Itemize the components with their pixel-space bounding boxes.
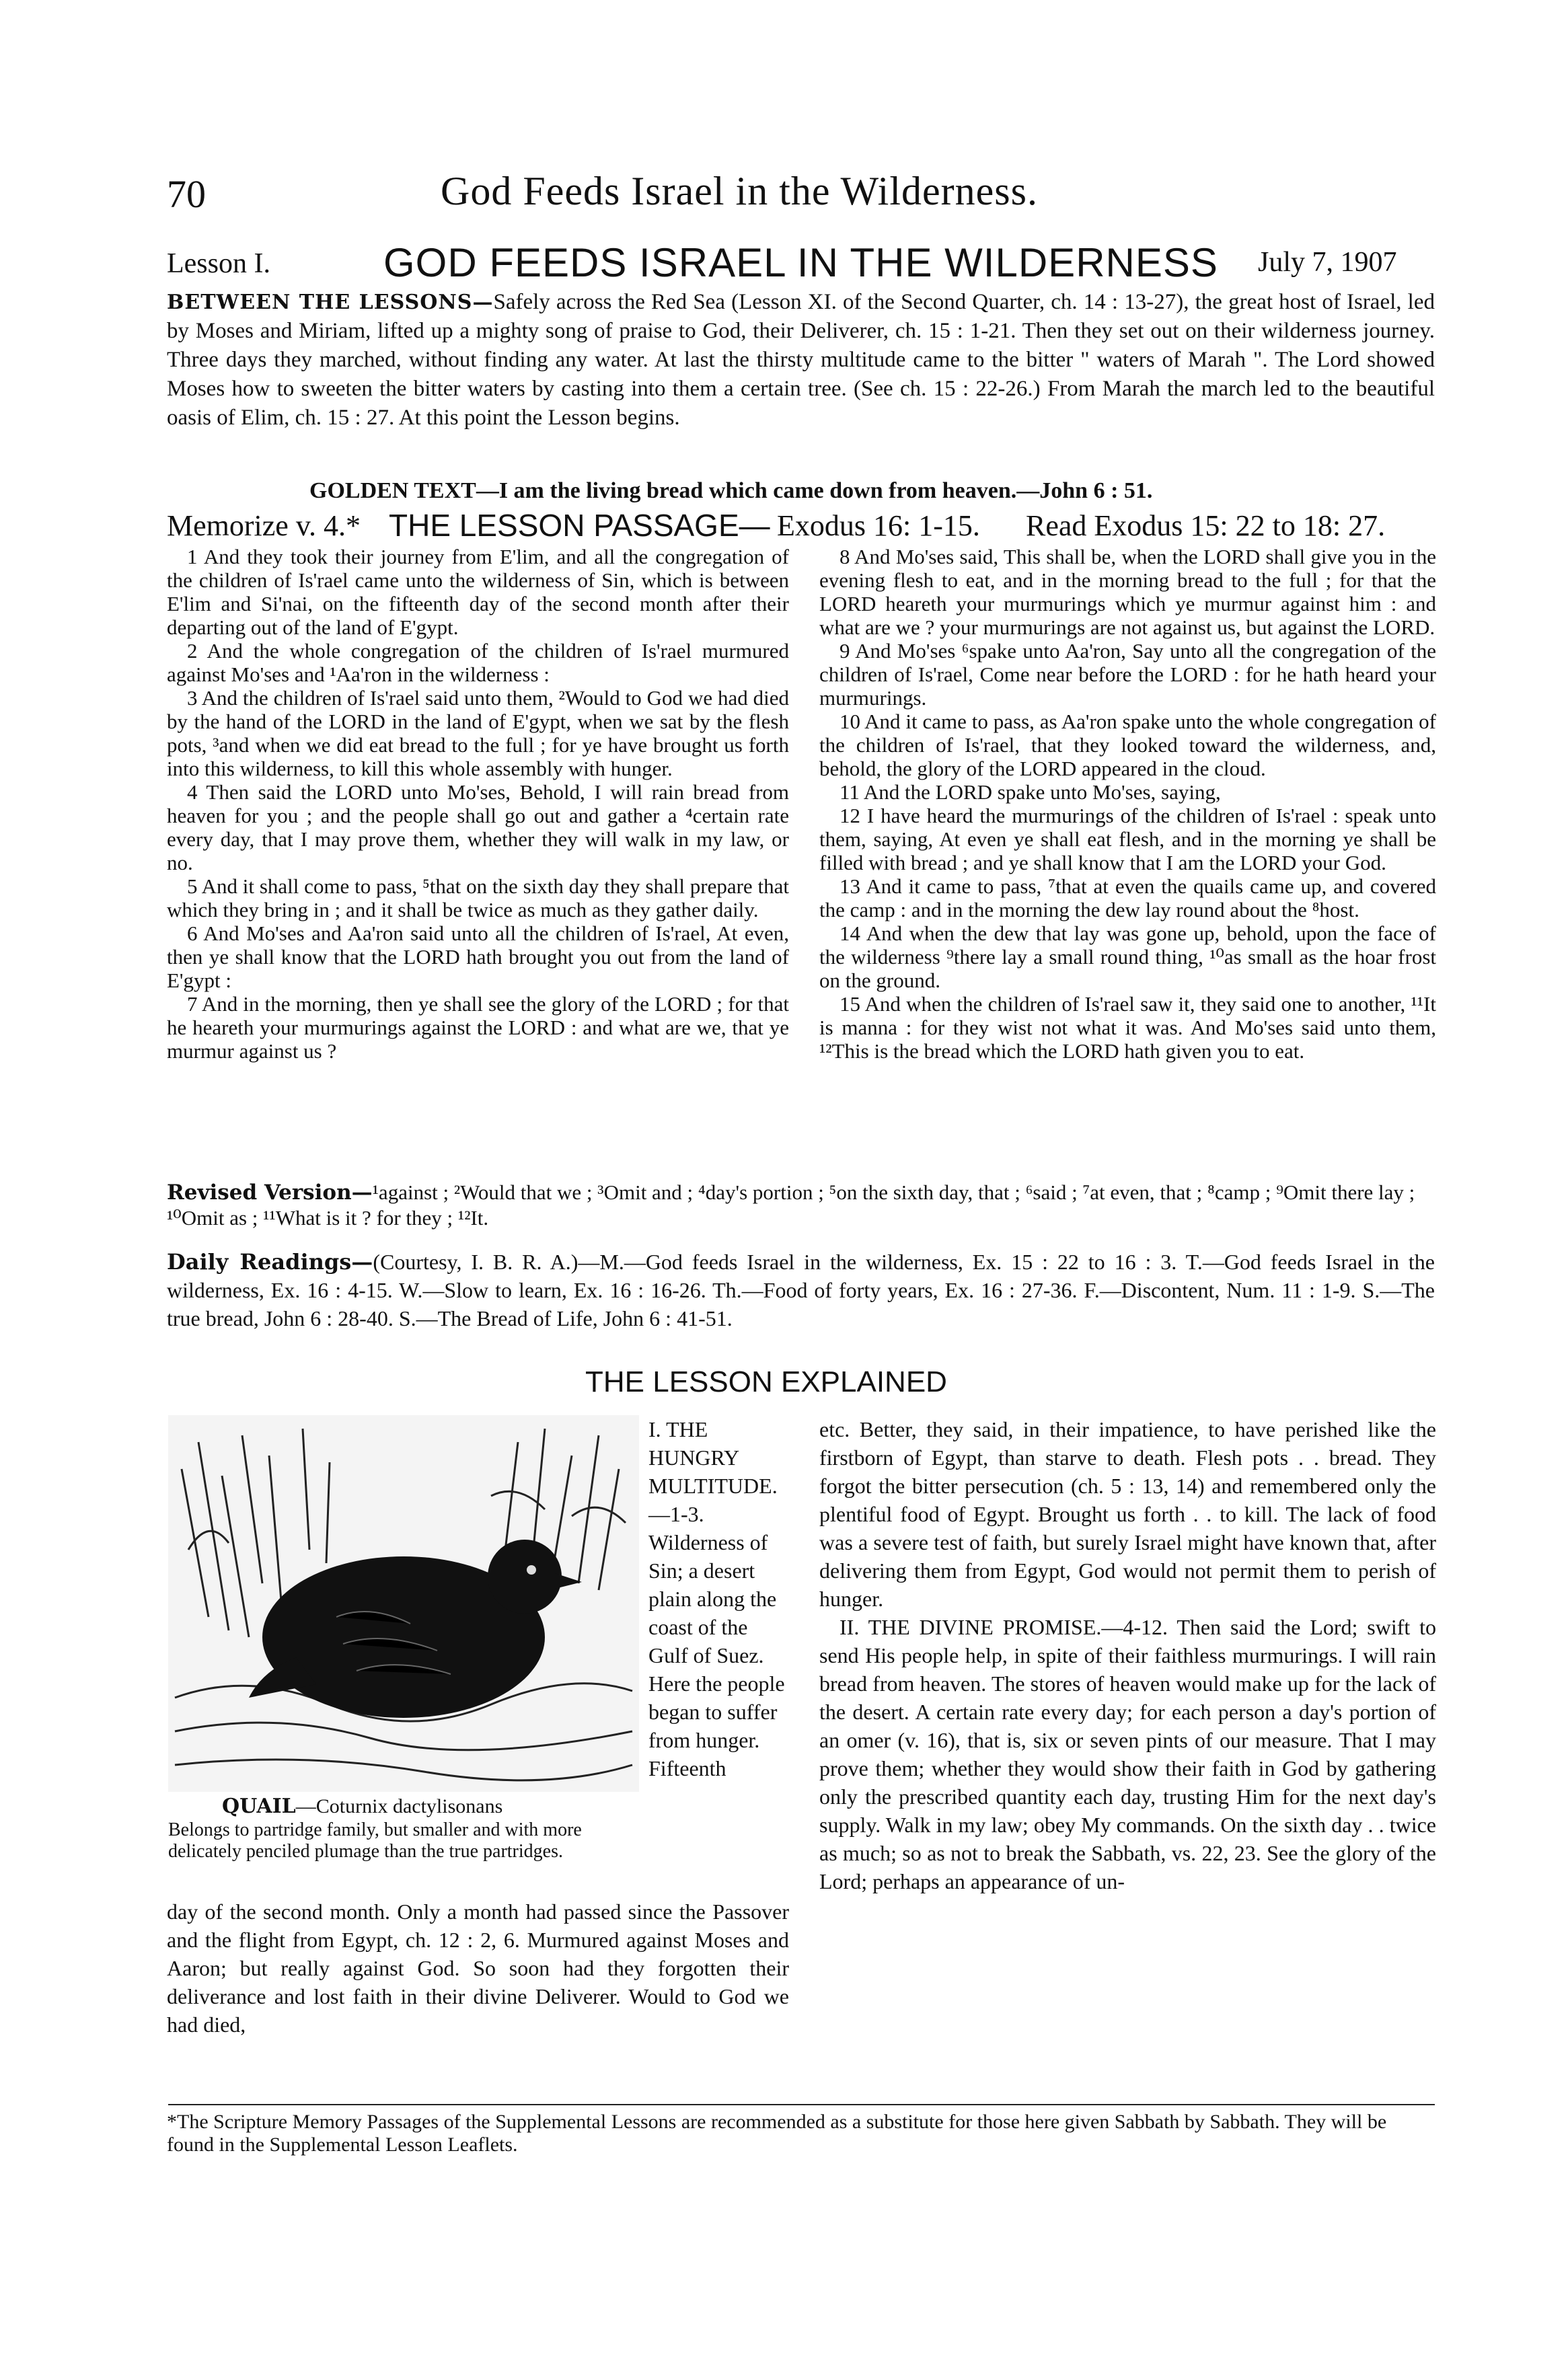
quail-caption-species: —Coturnix dactylisonans <box>295 1795 503 1817</box>
quail-caption <box>222 1795 502 1818</box>
explanation-narrow-column: I. THE HUNGRY MULTITUDE.—1-3. Wilderness of Sin; a desert plain along the coast of the Gulf of Suez. Here the people began to suffer from hunger. Fifteenth <box>648 1417 785 1780</box>
lesson-explained-heading: THE LESSON EXPLAINED <box>585 1365 947 1398</box>
verse: 4 Then said the LORD unto Mo'ses, Behold, I will rain bread from heaven for you ; and the people shall go out and gather a ⁴certain rate every day, that I may prove them, whether they will walk in my law, or no. <box>167 780 789 874</box>
verse: 6 And Mo'ses and Aa'ron said unto all the children of Is'rael, At even, then ye shall know that the LORD hath brought you out from the land of E'gypt : <box>167 921 789 992</box>
revised-version <box>167 1180 1435 1231</box>
footnote-divider <box>168 2104 1435 2105</box>
verse: 10 And it came to pass, as Aa'ron spake unto the whole congregation of the children of Is'rael, that they looked toward the wilderness, and, behold, the glory of the LORD appeared in the cloud. <box>819 710 1436 780</box>
verse: 8 And Mo'ses said, This shall be, when the LORD shall give you in the evening flesh to eat, and in the morning bread to the full ; for that the LORD heareth your murmurings which ye murmur against him : and what are we ? your murmurings are not against us, but against the LORD. <box>819 545 1436 639</box>
quail-caption-title: QUAIL <box>222 1795 296 1818</box>
lesson-number: Lesson I. <box>167 248 270 279</box>
verses-right-column <box>819 545 1436 1063</box>
running-title: God Feeds Israel in the Wilderness. <box>441 169 1038 213</box>
quail-description: Belongs to partridge family, but smaller and with more delicately penciled plumage than the true partridges. <box>168 1819 582 1862</box>
verse: 3 And the children of Is'rael said unto them, ²Would to God we had died by the hand of the LORD in the land of E'gypt, when we sat by the flesh pots, ³and when we did eat bread to the full ; for ye have brought us forth into this wilderness, to kill this whole assembly with hunger. <box>167 686 789 780</box>
verse: 5 And it shall come to pass, ⁵that on the sixth day they shall prepare that which they bring in ; and it shall be twice as much as they gather daily. <box>167 874 789 921</box>
verse: 14 And when the dew that lay was gone up, behold, upon the face of the wilderness ⁹there lay a small round thing, ¹⁰as small as the hoar frost on the ground. <box>819 921 1436 992</box>
passage-read: Read Exodus 15: 22 to 18: 27. <box>1026 509 1386 542</box>
footnote: *The Scripture Memory Passages of the Supplemental Lessons are recommended as a substitute for those here given Sabbath by Sabbath. They will be found in the Supplemental Lesson Leaflets. <box>167 2111 1387 2156</box>
verses-left-column <box>167 545 789 1063</box>
memorize-label: Memorize v. 4.* <box>167 509 361 542</box>
golden-text: GOLDEN TEXT—I am the living bread which came down from heaven.—John 6 : 51. <box>309 478 1153 503</box>
verse: 12 I have heard the murmurings of the children of Is'rael : speak unto them, saying, At even ye shall eat flesh, and in the morning ye shall be filled with bread ; and ye shall know that I am the LORD your God. <box>819 804 1436 874</box>
verse: 13 And it came to pass, ⁷that at even the quails came up, and covered the camp : and in the morning the dew lay round about the ⁸host. <box>819 874 1436 921</box>
explanation-paragraph: II. THE DIVINE PROMISE.—4-12. Then said the Lord; swift to send His people help, in spite of their faithless murmurings. I will rain bread from heaven. The stores of heaven would make up for the lack of the desert. A certain rate every day; for each person a day's portion of an omer (v. 16), that is, six or seven pints of our measure. That I may prove them; whether they would show their faith in God by gathering only the prescribed quantity each day, trusting Him for the next day's supply. Walk in my law; obey My commands. On the sixth day . . twice as much; so as not to break the Sabbath, vs. 22, 23. See the glory of the Lord; perhaps an appearance of un- <box>819 1615 1436 1893</box>
daily-readings <box>167 1248 1435 1332</box>
passage-reference: Exodus 16: 1-15. <box>777 509 980 542</box>
lesson-title: GOD FEEDS ISRAEL IN THE WILDERNESS <box>383 240 1218 285</box>
explanation-left-lower: day of the second month. Only a month had passed since the Passover and the flight from Egypt, ch. 12 : 2, 6. Murmured against Moses and Aaron; but really against God. So soon had they forgotten their deliverance and lost faith in their divine Deliverer. Would to God we had died, <box>167 1899 789 2037</box>
verse: 7 And in the morning, then ye shall see the glory of the LORD ; for that he heareth your murmurings against the LORD : and what are we, that ye murmur against us ? <box>167 992 789 1063</box>
page-number: 70 <box>167 172 206 216</box>
lesson-date: July 7, 1907 <box>1258 247 1397 278</box>
daily-text: (Courtesy, I. B. R. A.)—M.—God feeds Israel in the wilderness, Ex. 15 : 22 to 16 : 3. T.—God feeds Israel in the wilderness, Ex. 16 : 4-15. W.—Slow to learn, Ex. 16 : 16-26. Th.—Food of forty years, Ex. 16 : 27-36. F.—Discontent, Num. 11 : 1-9. S.—The true bread, John 6 : 28-40. S.—The Bread of Life, John 6 : 41-51. <box>167 1250 1435 1330</box>
verse: 2 And the whole congregation of the children of Is'rael murmured against Mo'ses and ¹Aa'ron in the wilderness : <box>167 639 789 686</box>
verse: 11 And the LORD spake unto Mo'ses, saying, <box>839 780 1221 804</box>
verse: 1 And they took their journey from E'lim, and all the congregation of the children of Is'rael came unto the wilderness of Sin, which is between E'lim and Si'nai, on the fifteenth day of the second month after their departing out of the land of E'gypt. <box>167 545 789 639</box>
daily-lead: Daily Readings— <box>167 1249 373 1275</box>
revised-lead: Revised Version— <box>167 1180 373 1205</box>
explanation-paragraph: etc. Better, they said, in their impatience, to have perished like the firstborn of Egypt, than starve to death. Flesh pots . . bread. They forgot the bitter persecution (ch. 5 : 13, 14) and remembered only the plentiful food of Egypt. Brought us forth . . to kill. The lack of food was a severe test of faith, but surely Israel might have known that, after delivering them from Egypt, God would not permit them to perish of hunger. <box>819 1417 1436 1611</box>
quail-illustration <box>168 1415 639 1792</box>
verse: 15 And when the children of Is'rael saw it, they said one to another, ¹¹It is manna : for they wist not what it was. And Mo'ses said unto them, ¹²This is the bread which the LORD hath given you to eat. <box>819 992 1436 1063</box>
passage-title: THE LESSON PASSAGE— <box>389 508 770 543</box>
between-the-lessons <box>167 288 1435 432</box>
revised-text: ¹against ; ²Would that we ; ³Omit and ; ⁴day's portion ; ⁵on the sixth day, that ; ⁶said ; ⁷at even, that ; ⁸camp ; ⁹Omit there lay ; ¹⁰Omit as ; ¹¹What is it ? for they ; ¹²It. <box>167 1180 1415 1230</box>
explanation-right-column <box>819 1415 1436 1895</box>
between-text: Safely across the Red Sea (Lesson XI. of the Second Quarter, ch. 14 : 13-27), the great host of Israel, led by Moses and Miriam, lifted up a mighty song of praise to God, their Deliverer, ch. 15 : 1-21. Then they set out on their wilderness journey. Three days they marched, without finding any water. At last the thirsty multitude came to the bitter " waters of Marah ". The Lord showed Moses how to sweeten the bitter waters by casting into them a certain tree. (See ch. 15 : 22-26.) From Marah the march led to the beautiful oasis of Elim, ch. 15 : 27. At this point the Lesson begins. <box>167 290 1435 430</box>
verse: 9 And Mo'ses ⁶spake unto Aa'ron, Say unto all the congregation of the children of Is'rael, Come near before the LORD : for he hath heard your murmurings. <box>819 639 1436 710</box>
between-lead: BETWEEN THE LESSONS— <box>167 291 494 314</box>
